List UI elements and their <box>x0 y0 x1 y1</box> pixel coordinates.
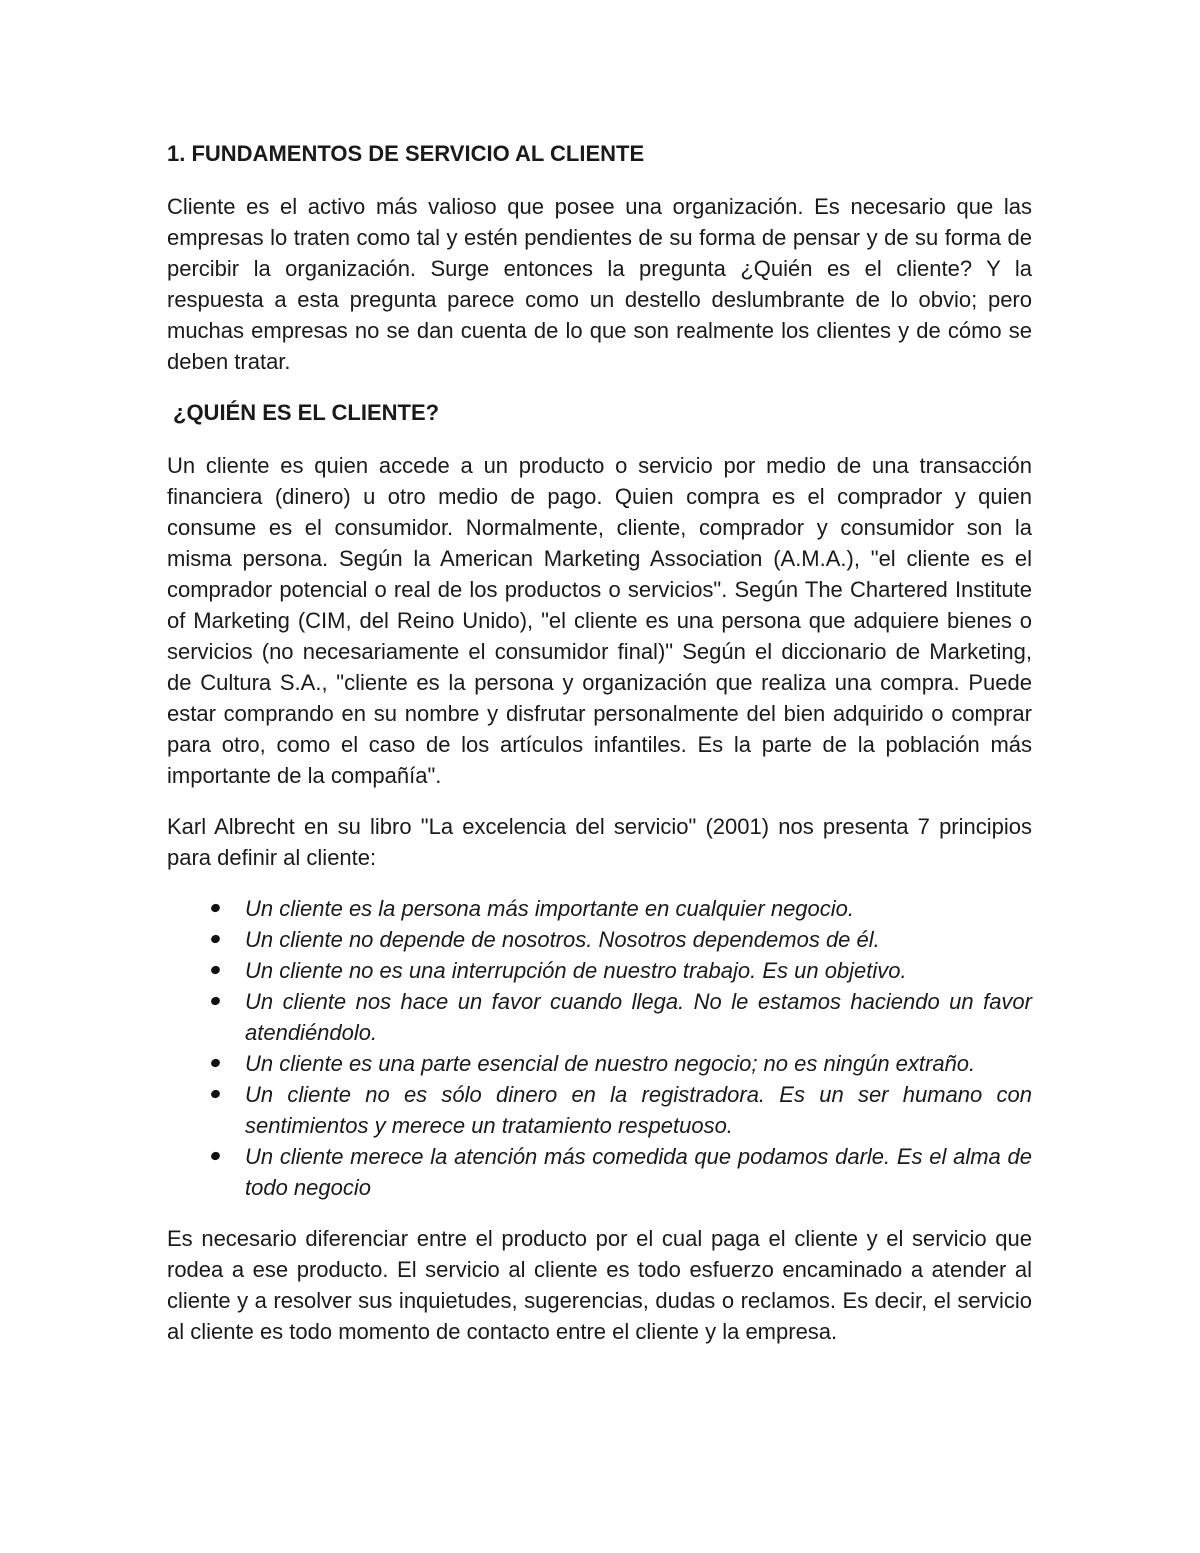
bullet-icon <box>210 1088 222 1099</box>
list-item-text: Un cliente nos hace un favor cuando llega. No le estamos haciendo un favor atendiéndolo. <box>245 989 1032 1045</box>
principles-list <box>167 893 1032 1203</box>
list-item <box>167 1048 1032 1079</box>
bullet-icon <box>210 902 222 913</box>
definition-paragraph: Un cliente es quien accede a un producto o servicio por medio de una transacción financiera (dinero) u otro medio de pago. Quien compra es el comprador y quien consume es el consumidor. Normalmente, cliente, comprador y consumidor son la misma persona. Según la American Marketing Association (A.M.A.), "el cliente es el comprador potencial o real de los productos o servicios". Según The Chartered Institute of Marketing (CIM, del Reino Unido), "el cliente es una persona que adquiere bienes o servicios (no necesariamente el consumidor final)" Según el diccionario de Marketing, de Cultura S.A., "cliente es la persona y organización que realiza una compra. Puede estar comprando en su nombre y disfrutar personalmente del bien adquirido o comprar para otro, como el caso de los artículos infantiles. Es la parte de la población más importante de la compañía". <box>167 453 1032 788</box>
list-item-text: Un cliente merece la atención más comedida que podamos darle. Es el alma de todo negocio <box>245 1144 1032 1200</box>
list-item-text: Un cliente no es una interrupción de nuestro trabajo. Es un objetivo. <box>245 958 907 983</box>
bullet-icon <box>210 995 222 1006</box>
bullet-icon <box>210 933 222 944</box>
conclusion-paragraph: Es necesario diferenciar entre el producto por el cual paga el cliente y el servicio que rodea a ese producto. El servicio al cliente es todo esfuerzo encaminado a atender al cliente y a resolver sus inquietudes, sugerencias, dudas o reclamos. Es decir, el servicio al cliente es todo momento de contacto entre el cliente y la empresa. <box>167 1226 1032 1344</box>
bullet-icon <box>210 1057 222 1068</box>
section-title: 1. FUNDAMENTOS DE SERVICIO AL CLIENTE <box>167 141 645 166</box>
intro-paragraph: Cliente es el activo más valioso que posee una organización. Es necesario que las empresas lo traten como tal y estén pendientes de su forma de pensar y de su forma de percibir la organización. Surge entonces la pregunta ¿Quién es el cliente? Y la respuesta a esta pregunta parece como un destello deslumbrante de lo obvio; pero muchas empresas no se dan cuenta de lo que son realmente los clientes y de cómo se deben tratar. <box>167 194 1032 374</box>
list-item-text: Un cliente no depende de nosotros. Nosotros dependemos de él. <box>245 927 880 952</box>
albrecht-intro-paragraph: Karl Albrecht en su libro "La excelencia del servicio" (2001) nos presenta 7 principios para definir al cliente: <box>167 814 1032 870</box>
subsection-title: ¿QUIÉN ES EL CLIENTE? <box>173 400 440 425</box>
list-item <box>167 893 1032 924</box>
document-page <box>167 138 1032 1367</box>
bullet-icon <box>210 964 222 975</box>
list-item <box>167 924 1032 955</box>
list-item <box>167 986 1032 1048</box>
list-item <box>167 1079 1032 1141</box>
list-item <box>167 955 1032 986</box>
list-item-text: Un cliente es la persona más importante en cualquier negocio. <box>245 896 855 921</box>
list-item-text: Un cliente no es sólo dinero en la registradora. Es un ser humano con sentimientos y merece un tratamiento respetuoso. <box>245 1082 1032 1138</box>
bullet-icon <box>210 1150 222 1161</box>
list-item <box>167 1141 1032 1203</box>
list-item-text: Un cliente es una parte esencial de nuestro negocio; no es ningún extraño. <box>245 1051 976 1076</box>
